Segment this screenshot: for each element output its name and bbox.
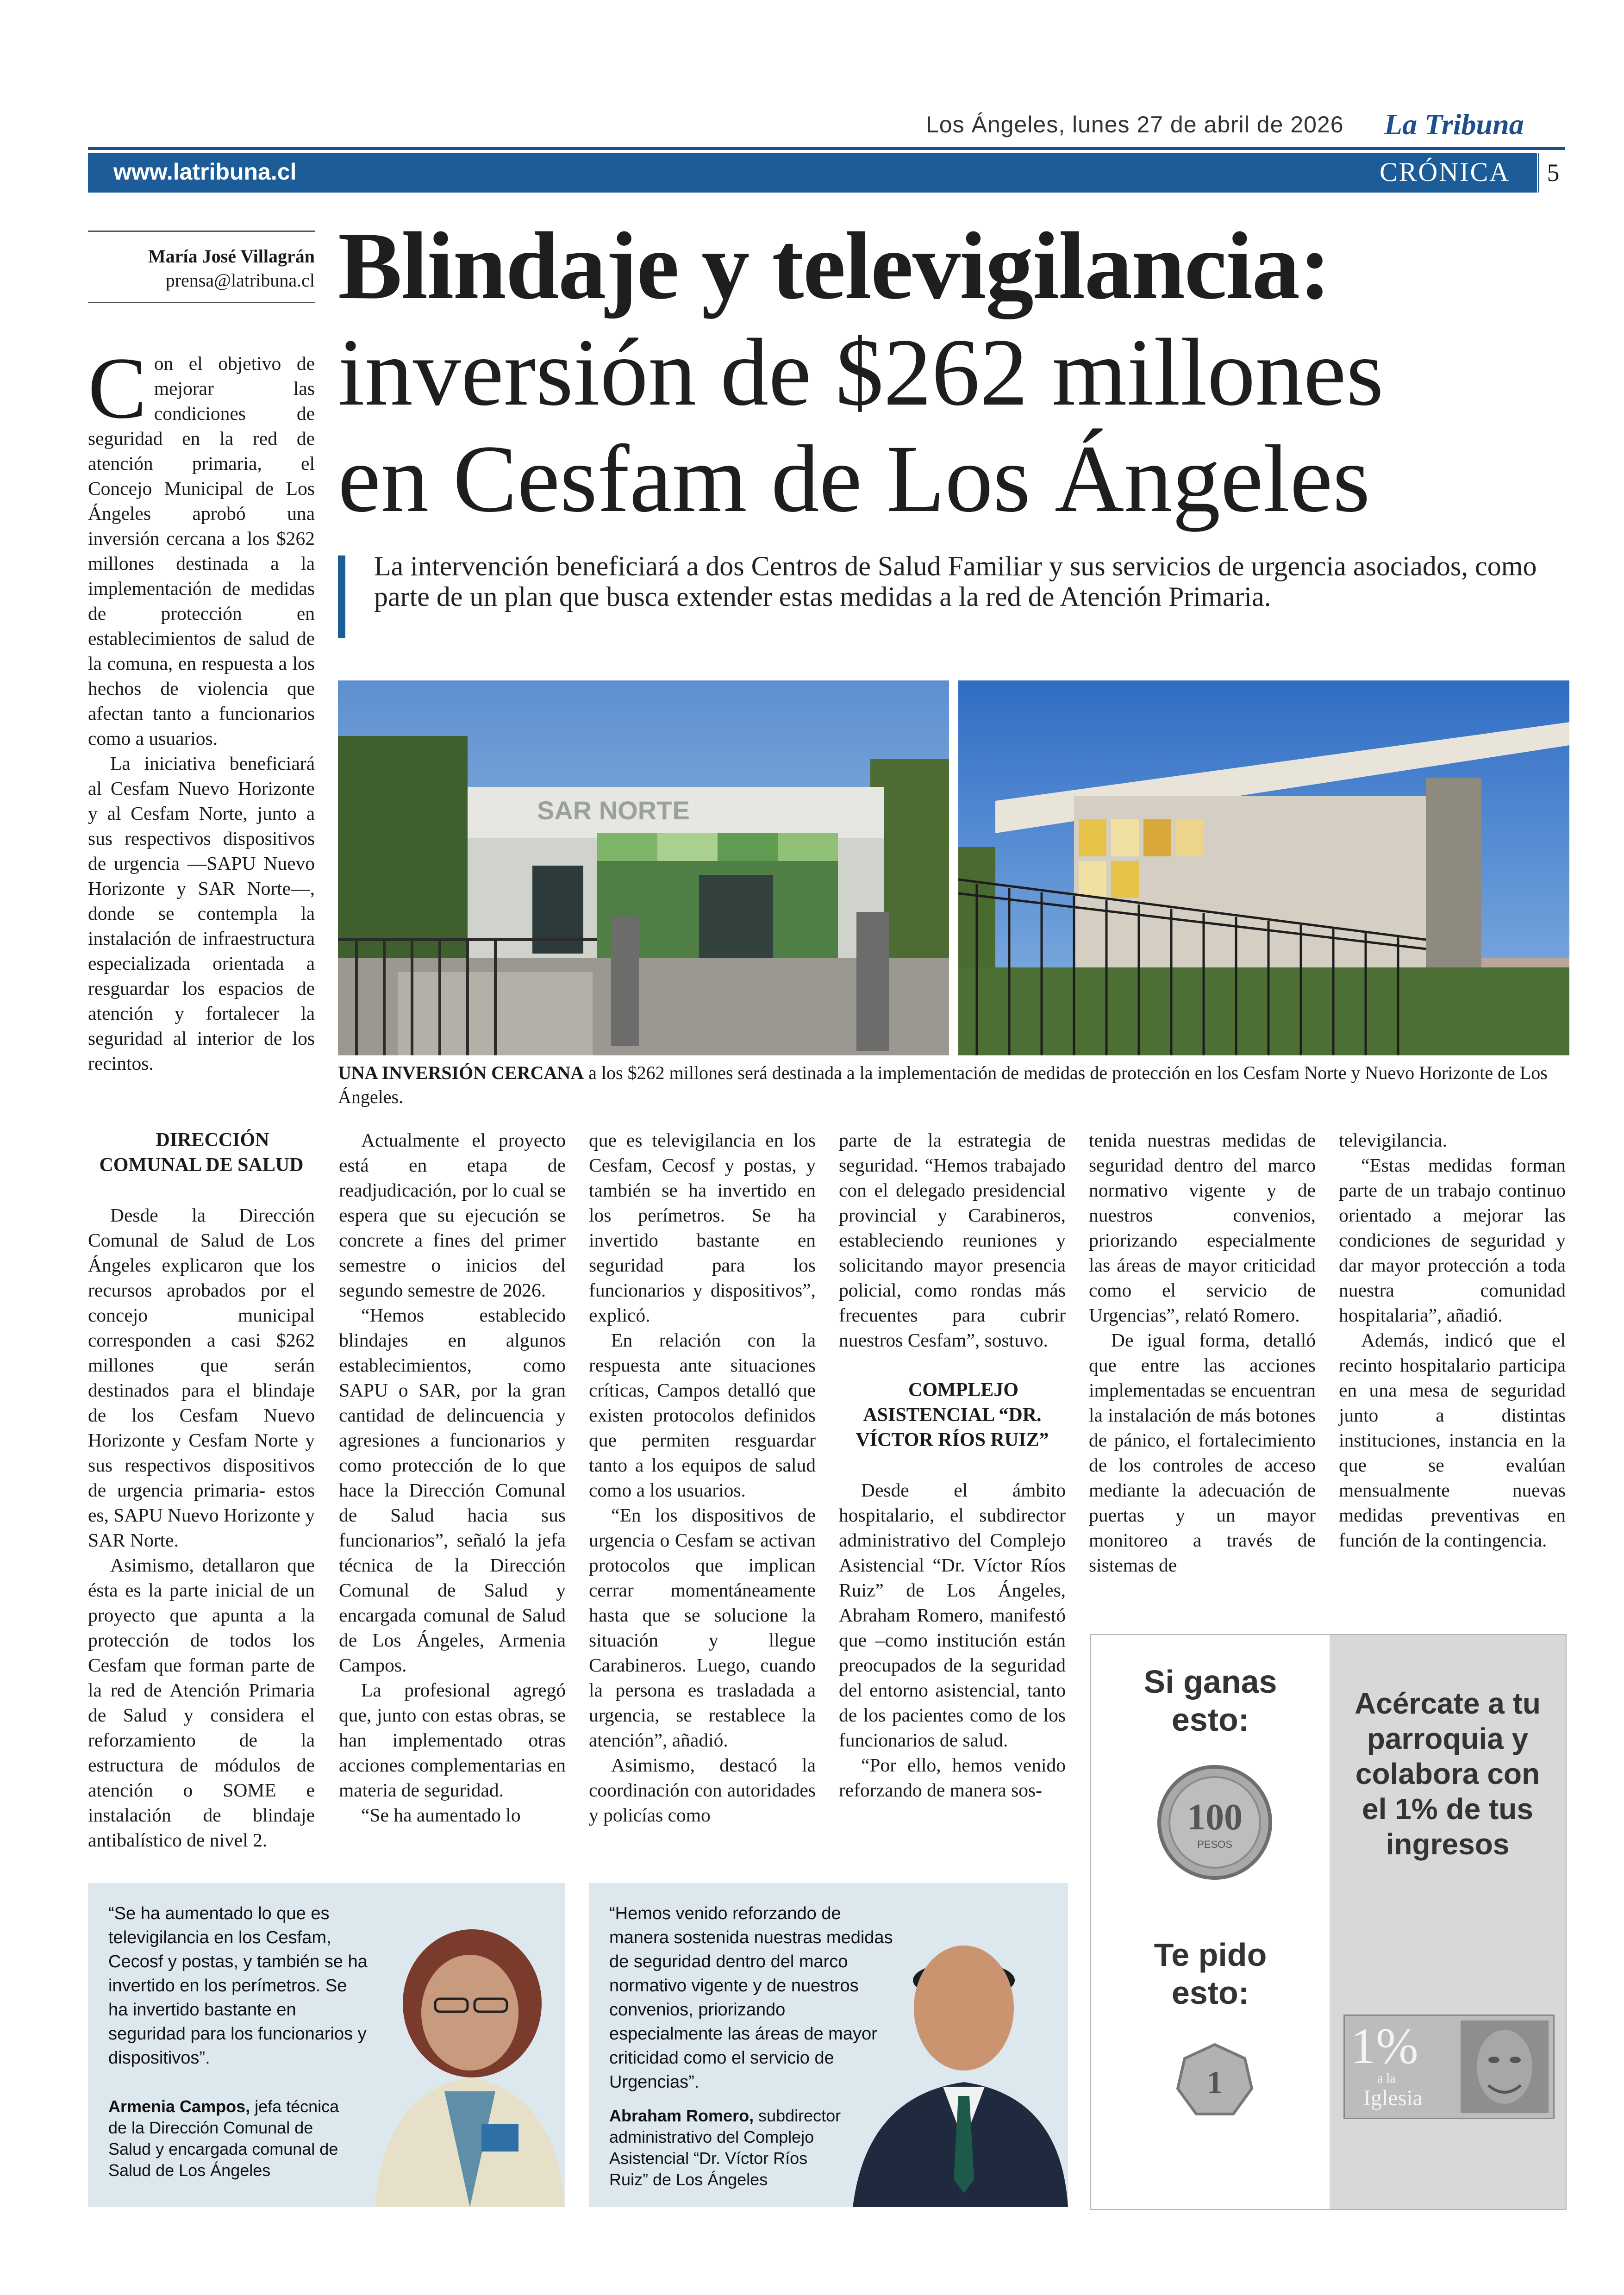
intro-column bbox=[88, 340, 315, 1076]
column-2-paragraph-3: La profesional agregó que, junto con estas obras, se han implementado otras acciones complementarias en materia de seguridad. bbox=[339, 1679, 566, 1801]
caption-text: a los $262 millones será destinada a la implementación de medidas de protección en los Cesfam Norte y Nuevo Horizonte de Los Ángeles. bbox=[338, 1062, 1548, 1107]
deck-accent-bar bbox=[338, 555, 345, 638]
intro-paragraph-2: La iniciativa beneficiará al Cesfam Nuevo Horizonte y al Cesfam Norte, junto a sus respectivos dispositivos de urgencia —SAPU Nuevo Horizonte y SAR Norte—, donde se contempla la instalación de infraestructura especializada orientada a resguardar los espacios de atención y fortalecer la seguridad al interior de los recintos. bbox=[88, 753, 315, 1074]
column-6-paragraph-1: televigilancia. bbox=[1339, 1129, 1447, 1151]
intro-paragraph-1: on el objetivo de mejorar las condiciones de seguridad en la red de atención primaria, el Concejo Municipal de Los Ángeles aprobó una inversión cercana a los $262 millones destinada a la implementación de medidas de protección en establecimientos de salud de la comuna, en respuesta a los hechos de violencia que afectan tanto a funcionarios como a usuarios. bbox=[88, 353, 315, 749]
deck: La intervención beneficiará a dos Centros de Salud Familiar y sus servicios de urgencia asociados, como parte de un plan que busca extender estas medidas a la red de Atención Primaria. bbox=[374, 551, 1537, 612]
byline-rule-top bbox=[88, 231, 315, 232]
page-number: 5 bbox=[1538, 153, 1567, 193]
column-3-paragraph-2: En relación con la respuesta ante situaciones críticas, Campos detalló que existen protocolos definidos que permiten resguardar tanto a los equipos de salud como a los usuarios. bbox=[589, 1329, 816, 1501]
column-2 bbox=[339, 1128, 566, 1827]
column-5-paragraph-1: tenida nuestras medidas de seguridad dentro del marco normativo vigente y de nuestros convenios, priorizando especialmente las áreas de mayor criticidad como el servicio de Urgencias”, relató Romero. bbox=[1089, 1129, 1316, 1326]
dateline: Los Ángeles, lunes 27 de abril de 2026 bbox=[926, 112, 1344, 137]
ad-right-line-4: el 1% de tus bbox=[1362, 1792, 1533, 1826]
section-name: CRÓNICA bbox=[1380, 157, 1511, 187]
column-3-paragraph-3: “En los dispositivos de urgencia o Cesfam se activan protocolos que implican cerrar momentáneamente hasta que se solucione la situación y llegue Carabineros. Luego, cuando la persona es trasladada a urgencia, se restablece la atención”, añadió. bbox=[589, 1504, 816, 1751]
photo-sar-norte-image bbox=[338, 680, 949, 1055]
photo-cesfam-norte bbox=[958, 680, 1569, 1055]
coin-1-value: 1 bbox=[1206, 2065, 1223, 2101]
quote-box-romero bbox=[589, 1883, 1068, 2207]
coin-100-value: 100 bbox=[1187, 1797, 1243, 1838]
ad-right-line-2: parroquia y bbox=[1367, 1722, 1529, 1755]
quote-name-campos: Armenia Campos, bbox=[108, 2097, 250, 2116]
column-2-paragraph-4: “Se ha aumentado lo bbox=[361, 1804, 521, 1826]
sar-norte-sign: SAR NORTE bbox=[537, 796, 690, 825]
ad-line-esto-1: esto: bbox=[1171, 1702, 1249, 1738]
advertisement-1-percent bbox=[1090, 1634, 1567, 2210]
photo-caption bbox=[338, 1061, 1551, 1109]
ad-left-panel bbox=[1091, 1635, 1330, 2209]
quote-attribution-campos bbox=[108, 2096, 358, 2181]
logo-iglesia: Iglesia bbox=[1363, 2086, 1423, 2110]
column-1-paragraph-2: Asimismo, detallaron que ésta es la parte inicial de un proyecto que apunta a la protección de todos los Cesfam que forman parte de la red de Atención Primaria de Salud y considera el reforzamiento de la estructura de módulos de atención o SOME e instalación de blindaje antibalístico de nivel 2. bbox=[88, 1554, 315, 1851]
quote-role-romero: subdirector administrativo del Complejo Asistencial “Dr. Víctor Ríos Ruiz” de Los Ángeles bbox=[609, 2106, 841, 2189]
newspaper-logo: La Tribuna bbox=[1384, 108, 1524, 141]
headline-line-1: Blindaje y televigilancia: bbox=[338, 212, 1330, 319]
coin-100-pesos bbox=[1157, 1765, 1273, 1880]
ad-right-panel bbox=[1330, 1635, 1566, 2209]
byline-rule-bottom bbox=[88, 302, 315, 303]
logo-percent: 1% bbox=[1350, 2018, 1418, 2074]
byline-email: prensa@latribuna.cl bbox=[165, 270, 315, 291]
column-5 bbox=[1089, 1128, 1316, 1578]
column-3-paragraph-4: Asimismo, destacó la coordinación con autoridades y policías como bbox=[589, 1754, 816, 1826]
column-5-paragraph-2: De igual forma, detalló que entre las acciones implementadas se encuentran la instalación de más botones de pánico, el fortalecimiento de los controles de acceso mediante la adecuación de puertas y un mayor monitoreo a través de sistemas de bbox=[1089, 1329, 1316, 1576]
column-6-paragraph-3: Además, indicó que el recinto hospitalario participa en una mesa de seguridad junto a distintas instituciones, instancia en la que se evalúan mensualmente nuevas medidas preventivas en función de la contingencia. bbox=[1339, 1329, 1566, 1551]
logo-a-la: a la bbox=[1377, 2071, 1396, 2086]
column-1-paragraph-1: Desde la Dirección Comunal de Salud de Los Ángeles explicaron que los recursos aprobados por el concejo municipal corresponden a casi $262 millones que serán destinados para el blindaje de los Cesfam Nuevo Horizonte y Cesfam Norte y sus respectivos dispositivos de urgencia primaria- estos es, SAPU Nuevo Horizonte y SAR Norte. bbox=[88, 1204, 315, 1551]
column-4-paragraph-1: parte de la estrategia de seguridad. “Hemos trabajado con el delegado presidencial provincial y Carabineros, estableciendo reuniones y solicitando mayor presencia policial, como rondas más frecuentes para cubrir nuestros Cesfam”, sostuvo. bbox=[839, 1129, 1066, 1351]
portrait-armenia-campos bbox=[366, 1925, 565, 2207]
coin-1-peso bbox=[1175, 2042, 1254, 2121]
ad-right-line-3: colabora con bbox=[1355, 1757, 1540, 1790]
website-url: www.latribuna.cl bbox=[113, 159, 297, 185]
headline-line-3: en Cesfam de Los Ángeles bbox=[338, 425, 1370, 532]
byline-author: María José Villagrán bbox=[148, 246, 315, 267]
ad-right-line-5: ingresos bbox=[1386, 1827, 1510, 1861]
section-bar bbox=[88, 153, 1537, 193]
caption-lead: UNA INVERSIÓN CERCANA bbox=[338, 1062, 584, 1083]
column-3 bbox=[589, 1128, 816, 1827]
column-2-paragraph-1: Actualmente el proyecto está en etapa de readjudicación, por lo cual se espera que su ejecución se concrete a fines del primer semestre o inicios del segundo semestre de 2026. bbox=[339, 1129, 566, 1301]
column-6-paragraph-2: “Estas medidas forman parte de un trabajo continuo orientado a mejorar las condiciones de seguridad y dar mayor protección a toda nuestra comunidad hospitalaria”, añadió. bbox=[1339, 1154, 1566, 1326]
ad-line-te-pido: Te pido bbox=[1154, 1937, 1267, 1973]
photo-cesfam-norte-image bbox=[958, 680, 1569, 1055]
quote-name-romero: Abraham Romero, bbox=[609, 2106, 754, 2125]
column-4-paragraph-3: “Por ello, hemos venido reforzando de manera sos- bbox=[839, 1754, 1066, 1801]
quote-text-campos: “Se ha aumentado lo que es televigilancia en los Cesfam, Cecosf y postas, y también se ha invertido en los perímetros. Se ha invertido bastante en seguridad para los funcionarios y dispositivos”. bbox=[108, 1904, 368, 2068]
logo-face-image bbox=[1461, 2021, 1549, 2113]
quote-text-romero: “Hemos venido reforzando de manera sostenida nuestras medidas de seguridad dentro del marco normativo vigente y de nuestros convenios, priorizando especialmente las áreas de mayor criticidad como el servicio de Urgencias”. bbox=[609, 1904, 893, 2092]
quote-role-campos: jefa técnica de la Dirección Comunal de Salud y encargada comunal de Salud de Los Ángeles bbox=[108, 2097, 339, 2180]
iglesia-logo bbox=[1343, 2014, 1555, 2119]
quote-attribution-romero bbox=[609, 2105, 850, 2190]
photo-sar-norte bbox=[338, 680, 949, 1055]
dropcap: C bbox=[88, 340, 147, 437]
ad-line-si-ganas: Si ganas bbox=[1143, 1664, 1277, 1700]
coin-100-pesos-label: PESOS bbox=[1197, 1839, 1232, 1850]
column-1 bbox=[88, 1128, 315, 1852]
column-4 bbox=[839, 1128, 1066, 1802]
header-rule bbox=[88, 147, 1565, 150]
ad-right-line-1: Acércate a tu bbox=[1355, 1687, 1541, 1720]
quote-box-campos bbox=[88, 1883, 565, 2207]
headline-line-2: inversión de $262 millones bbox=[338, 319, 1384, 425]
column-2-paragraph-2: “Hemos establecido blindajes en algunos establecimientos, como SAPU o SAR, por la gran cantidad de delincuencia y agresiones a funcionarios y como protección de lo que hace la Dirección Comunal de Salud hacia sus funcionarios”, señaló la jefa técnica de la Dirección Comunal de Salud y encargada comunal de Salud de Los Ángeles, Armenia Campos. bbox=[339, 1304, 566, 1676]
ad-line-esto-2: esto: bbox=[1171, 1975, 1249, 2011]
column-6 bbox=[1339, 1128, 1566, 1553]
column-3-paragraph-1: que es televigilancia en los Cesfam, Cecosf y postas, y también se ha invertido en los perímetros. Se ha invertido bastante en seguridad para los funcionarios y dispositivos”, explicó. bbox=[589, 1129, 816, 1326]
subhead-complejo-asistencial: COMPLEJO ASISTENCIAL “DR. VÍCTOR RÍOS RUIZ” bbox=[856, 1379, 1049, 1451]
subhead-direccion-comunal: DIRECCIÓN COMUNAL DE SALUD bbox=[99, 1129, 304, 1176]
column-4-paragraph-2: Desde el ámbito hospitalario, el subdirector administrativo del Complejo Asistencial “Dr. Víctor Ríos Ruiz” de Los Ángeles, Abraham Romero, manifestó que –como institución están preocupados de la seguridad del entorno asistencial, tanto de los pacientes como de los funcionarios de salud. bbox=[839, 1479, 1066, 1751]
